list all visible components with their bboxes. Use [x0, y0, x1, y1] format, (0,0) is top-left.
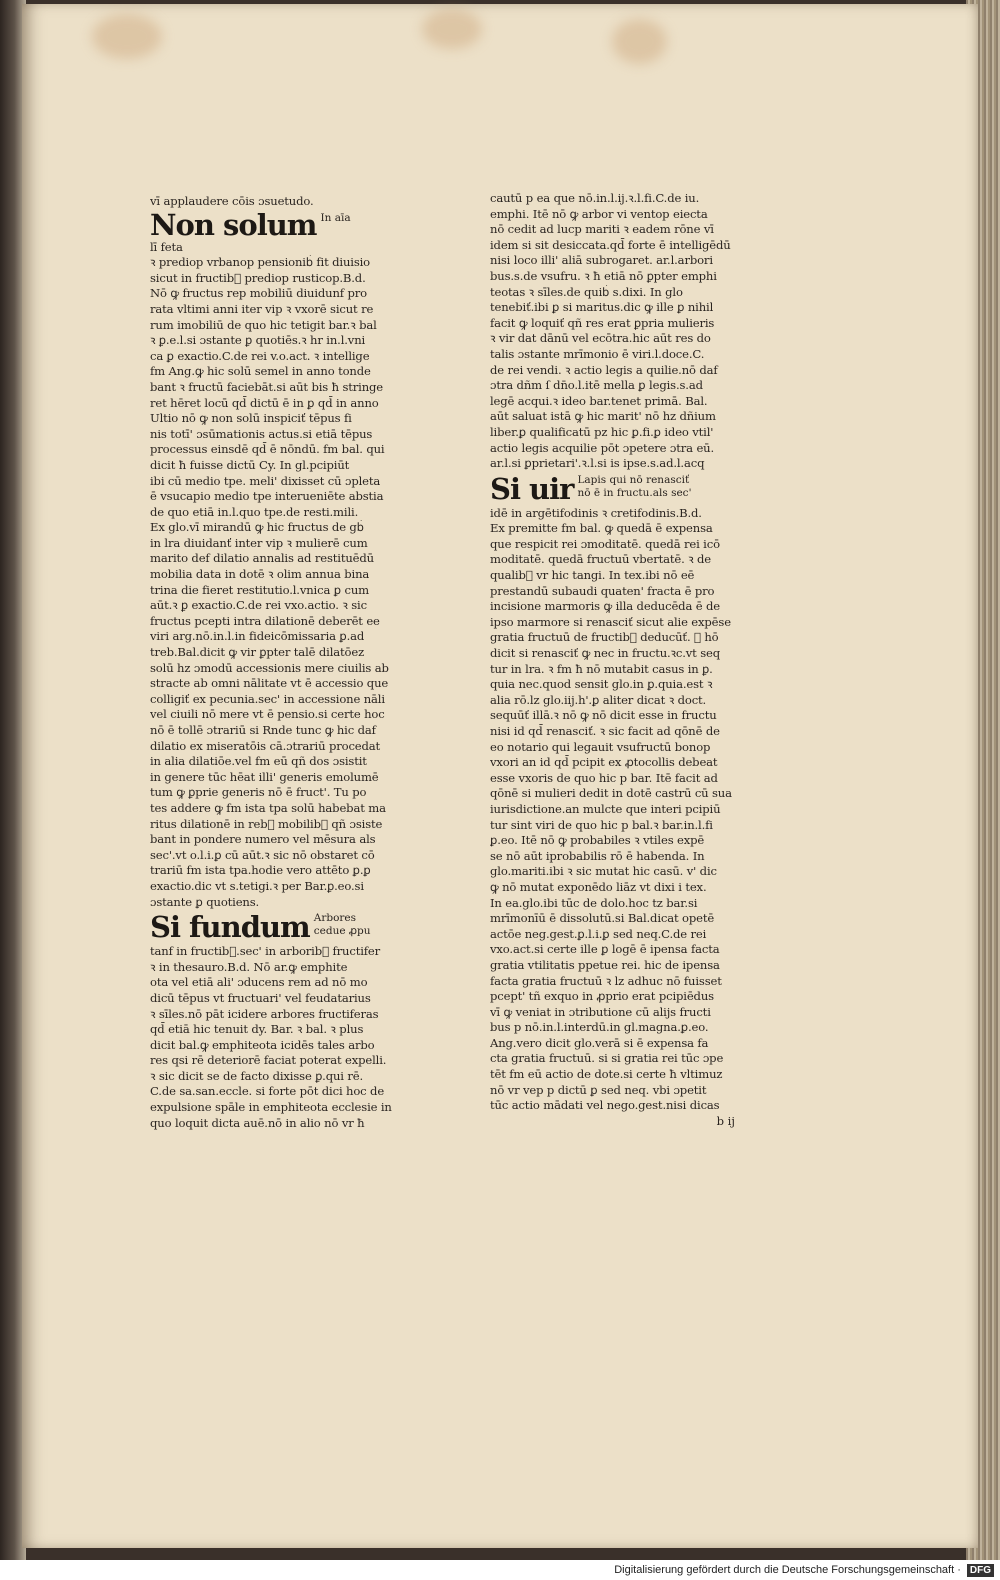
rubric-continuation-line: cedue ꝓpu: [313, 925, 371, 938]
right-paragraph-1: [490, 191, 775, 472]
text-line: tanf in fructib᷒.sec' in arborib᷒ fructifer: [150, 944, 381, 959]
text-line: liber.ꝑ qualificatū pz hic ꝑ.fi.ꝑ ideo vtil': [490, 424, 714, 439]
text-line: vī ꝙ veniat in ɔtributione cū alijs fructi: [490, 1004, 711, 1019]
text-line: tur sint viri de quo hic p bal.ꝛ bar.in.l.fi: [490, 817, 713, 832]
text-line: idē in argētifodinis ꝛ cretifodinis.B.d.: [490, 505, 702, 520]
text-line: in alia dilatiōe.vel fm eū qñ dos ɔsistit: [150, 754, 367, 769]
text-line: cta gratia fructuū. si si gratia rei tūc ɔpe: [490, 1051, 724, 1066]
rubric-non-solum: [150, 207, 435, 242]
rubric-continuation: [314, 912, 371, 938]
rubric-si-uir: [490, 471, 775, 506]
text-line: nisi id qd̄ renasciť. ꝛ sic facit ad qōnē de: [490, 724, 720, 738]
text-line: aūt.ꝛ ꝑ exactio.C.de rei vxo.actio. ꝛ sic: [150, 598, 367, 613]
text-line: nō ē tollē ɔtrariū si Rnde tunc ꝙ hic daf: [150, 723, 376, 737]
text-line: idem si sit desiccata.qd̄ forte ē intelligēdū: [490, 237, 731, 252]
text-line: ɔtra dñm ſ dn̄o.l.itē mella ꝑ legis.s.ad: [490, 378, 703, 393]
text-line: stracte ab omni nālitate vt ē accessio que: [150, 676, 389, 691]
text-line: bant ꝛ fructū faciebāt.si aūt bis ħ stringe: [150, 379, 384, 394]
rubric-word: Si uir: [490, 471, 574, 506]
book-page: [22, 4, 978, 1548]
text-line: qualib᷒ vr hic tangi. In tex.ibi nō eē: [490, 568, 695, 583]
text-line: fm Ang.ꝙ hic solū semel in anno tonde: [150, 364, 371, 379]
text-line: rata vltimi anni iter vip ꝛ vxorē sicut re: [150, 301, 374, 316]
text-line: vxo.act.si certe ille ꝑ logē ē ipensa facta: [490, 942, 720, 957]
water-stain: [92, 14, 162, 59]
text-line: lī feta: [150, 239, 183, 254]
text-line: actōe neg.gest.ꝑ.l.i.ꝑ sed neq.C.de rei: [490, 926, 707, 941]
text-line: ipso marmore si renasciť sicut alie expēse: [490, 614, 731, 629]
text-line: solū hz ɔmodū accessionis mere ciuilis ab: [150, 660, 389, 675]
text-line: de rei vendi. ꝛ actio legis a quilie.nō daf: [490, 362, 718, 377]
digitization-footer: [0, 1560, 1000, 1580]
text-line: qd̄ etiā hic tenuit dy. Bar. ꝛ bal. ꝛ plus: [150, 1022, 364, 1037]
text-line: cautū p ea que nō.in.l.ij.ꝛ.l.fi.C.de iu.: [490, 191, 700, 205]
text-line: ret hēret locū qd̄ dictū ē in ꝑ qd̄ in anno: [150, 395, 379, 410]
text-line: dilatio ex miseratōis cā.ɔtrariū procedat: [150, 738, 381, 753]
text-line: fructus pcepti intra dilationē deberēt ee: [150, 613, 380, 628]
signature-mark-row: [490, 1114, 775, 1130]
text-line: qōnē si mulieri dedit in dotē castrū cū sua: [490, 786, 732, 801]
text-line: dicit si renasciť ꝙ nec in fructu.ꝛc.vt seq: [490, 646, 721, 661]
text-line: Ex premitte fm bal. ꝙ quedā ē expensa: [490, 521, 713, 536]
text-line: aūt saluat istā ꝙ hic marit' nō hz dñium: [490, 409, 716, 424]
text-line: ꝛ prediop vrbanop pensionib᷒ fit diuisio: [150, 255, 371, 270]
rubric-continuation-line: nō ē in fructu.als sec': [577, 486, 692, 499]
text-line: ꝛ vir dat dānū vel ecōtra.hic aūt res do: [490, 331, 711, 346]
left-text-column: [150, 194, 435, 1131]
text-line: C.de sa.san.eccle. si forte pōt dici hoc de: [150, 1084, 385, 1099]
text-line: alia rō.lz glo.iij.h'.ꝑ aliter dicat ꝛ doct.: [490, 692, 707, 707]
text-line: ibi cū medio tpe. meli' dixisset cū ɔpleta: [150, 473, 381, 488]
text-line: eo notario qui legauit vsufructū bonop: [490, 739, 711, 754]
text-line: trina die fieret restitutio.l.vnica ꝑ cum: [150, 582, 369, 597]
text-line: esse vxoris de quo hic p bar. Itē facit ad: [490, 770, 718, 785]
text-line: expulsione spāle in emphiteota ecclesie in: [150, 1100, 392, 1115]
text-line: in lra diuidanť inter vip ꝛ mulierē cum: [150, 535, 368, 550]
dfg-logo: DFG: [967, 1564, 994, 1577]
text-line: ca ꝑ exactio.C.de rei v.o.act. ꝛ intellige: [150, 348, 370, 363]
text-line: glo.mariti.ibi ꝛ sic mutat hic casū. v' dic: [490, 864, 717, 879]
rubric-continuation: In aīa: [320, 211, 351, 224]
text-line: ar.l.si ꝑprietari'.ꝛ.l.si is ipse.s.ad.l.acq: [490, 456, 705, 471]
text-line: marito def dilatio annalis ad restituēdū: [150, 551, 374, 566]
text-line: rum imobiliū de quo hic tetigit bar.ꝛ bal: [150, 317, 377, 332]
text-line: ɔstante ꝑ quotiens.: [150, 894, 260, 909]
text-line: tum ꝙ ꝑprie generis nō ē fruct'. Tu po: [150, 785, 367, 800]
text-line: ꝛ ꝑ.e.l.si ɔstante ꝑ quotiēs.ꝛ hr in.l.vni: [150, 333, 366, 348]
text-line: se nō aūt iprobabilis rō ē habenda. In: [490, 848, 705, 863]
text-line: Ang.vero dicit glo.verā si ē expensa fa: [490, 1035, 709, 1050]
text-line: iurisdictione.an mulcte que interi pcipiū: [490, 801, 721, 816]
text-line: teotas ꝛ sīles.de quib᷒ s.dixi. In glo: [490, 284, 683, 299]
text-line: incisione marmoris ꝙ illa deducēda ē de: [490, 599, 720, 614]
text-line: tēt fm eū actio de dote.si certe ħ vltimuz: [490, 1067, 723, 1082]
text-line: trariū fm ista tpa.hodie vero attēto ꝑ.ꝑ: [150, 863, 371, 878]
text-line: facit ꝙ loquiť qñ res erat ꝑpria mulieris: [490, 315, 715, 330]
text-line: tūc actio mādati vel nego.gest.nisi dicas: [490, 1098, 720, 1113]
text-line: tes addere ꝙ fm ista tpa solū habebat ma: [150, 800, 386, 815]
text-line: mobilia data in dotē ꝛ olim annua bina: [150, 567, 370, 582]
text-line: legē acqui.ꝛ ideo bar.tenet primā. Bal.: [490, 393, 708, 408]
text-line: sicut in fructib᷒ prediop rusticop.B.d.: [150, 270, 366, 285]
text-line: quia nec.quod sensit glo.in ꝑ.quia.est ꝛ: [490, 677, 713, 692]
text-line: ꝙ nō mutat exponēdo liāz vt dixi i tex.: [490, 879, 707, 894]
left-paragraph-2: [150, 944, 435, 1131]
text-line: ꝛ in thesauro.B.d. Nō ar.ꝙ emphite: [150, 959, 348, 974]
text-line: ritus dilationē in reb᷒ mobilib᷒ qñ ɔsiste: [150, 816, 383, 831]
text-line: prestandū subaudi quaten' fracta ē pro: [490, 583, 715, 598]
text-line: bus p nō.in.l.interdū.in gl.magna.ꝑ.eo.: [490, 1020, 709, 1035]
text-line: Ex glo.vī mirandū ꝙ hic fructus de gb᷒: [150, 520, 364, 535]
text-line: res qsi rē deteriorē faciat poterat expelli.: [150, 1053, 387, 1068]
text-line: facta gratia fructuū ꝛ lz adhuc nō fuisset: [490, 973, 722, 988]
text-line: ꝛ sīles.nō pāt icidere arbores fructiferas: [150, 1006, 379, 1021]
text-line: sec'.vt o.l.i.ꝑ cū aūt.ꝛ sic nō obstaret cō: [150, 847, 375, 862]
text-line: pcept' tñ exquo in ꝓprio erat pcipiēdus: [490, 989, 714, 1004]
text-line: ꝛ sic dicit se de facto dixisse ꝑ.qui rē.: [150, 1068, 364, 1083]
text-line: dicit bal.ꝙ emphiteota icidēs tales arbo: [150, 1037, 375, 1052]
text-line: mrīmonīū ē dissolutū.si Bal.dicat opetē: [490, 911, 715, 926]
rubric-word: Non solum: [150, 207, 317, 242]
text-line: processus einsdē qd̄ ē nōndū. fm bal. qui: [150, 442, 385, 457]
rubric-continuation-line: Arbores: [313, 912, 357, 925]
text-line: exactio.dic vt s.tetigi.ꝛ per Bar.ꝑ.eo.si: [150, 878, 364, 893]
right-paragraph-2: [490, 506, 775, 1114]
funding-notice: Digitalisierung gefördert durch die Deutsche Forschungsgemeinschaft ·: [614, 1564, 961, 1576]
text-line: quo loquit dicta auē.nō in alio nō vr ħ: [150, 1115, 365, 1130]
text-line: Ultio nō ꝙ non solū inspiciť tēpus fi: [150, 411, 352, 426]
text-line: In ea.glo.ibi tūc de dolo.hoc tz bar.si: [490, 895, 698, 910]
rubric-continuation-line: Lapis qui nō renasciť: [577, 473, 690, 486]
water-stain: [422, 9, 482, 49]
text-line: vī applaudere cōis ɔsuetudo.: [150, 194, 314, 208]
rubric-continuation: [577, 474, 691, 500]
right-text-column: [490, 191, 775, 1129]
text-line: nisi loco illi' aliā subrogaret. ar.l.arbori: [490, 253, 713, 268]
text-line: viri arg.nō.in.l.in fideicōmissaria ꝑ.ad: [150, 629, 365, 644]
rubric-word: Si fundum: [150, 910, 310, 945]
text-line: gratia vtilitatis ppetue rei. hic de ipensa: [490, 957, 720, 972]
text-line: colligiť ex pecunia.sec' in accessione nāli: [150, 691, 385, 706]
text-line: vxori an id qd̄ pcipit ex ꝓtocollis debeat: [490, 755, 718, 770]
text-line: nō vr vep p dictū ꝑ sed neq. vbi ɔpetit: [490, 1082, 707, 1097]
text-line: bus.s.de vsufru. ꝛ ħ etiā nō ꝑpter emphi: [490, 268, 717, 283]
text-line: Nō ꝙ fructus rep mobiliū diuidunf pro: [150, 286, 367, 301]
text-line: tenebiť.ibi ꝑ si maritus.dic ꝙ ille ꝑ nihil: [490, 300, 714, 315]
water-stain: [612, 19, 667, 64]
left-paragraph-1: [150, 240, 435, 911]
text-line: ota vel etiā ali' ɔducens rem ad nō mo: [150, 975, 368, 990]
text-line: ꝑ.eo. Itē nō ꝙ probabiles ꝛ vtiles expē: [490, 833, 705, 848]
text-line: talis ɔstante mrīmonio ē viri.l.doce.C.: [490, 346, 705, 361]
text-line: nō cedit ad lucp mariti ꝛ eadem rōne vī: [490, 222, 714, 237]
text-line: actio legis acquilie pōt ɔpetere ɔtra eū.: [490, 440, 715, 455]
text-line: dicū tēpus vt fructuari' vel feudatarius: [150, 990, 371, 1005]
text-line: moditatē. quedā fructuū vbertatē. ꝛ de: [490, 552, 712, 567]
text-line: de quo etiā in.l.quo tpe.de resti.mili.: [150, 504, 359, 519]
text-line: sequūť illā.ꝛ nō ꝙ nō dicit esse in fructu: [490, 708, 717, 723]
rubric-si-fundum: [150, 910, 435, 945]
text-line: gratia fructuū de fructib᷒ deducūť. ꝛ hō: [490, 630, 719, 645]
signature-mark: b ij: [716, 1113, 735, 1128]
text-line: tur in lra. ꝛ fm ħ nō mutabit casus in ꝑ.: [490, 661, 713, 676]
text-line: ē vsucapio medio tpe interueniēte abstia: [150, 489, 384, 504]
text-line: treb.Bal.dicit ꝙ vir ꝑpter talē dilatōez: [150, 645, 365, 660]
text-line: vel ciuili nō mere vt ē pensio.si certe hoc: [150, 707, 385, 722]
text-line: bant in pondere numero vel mēsura als: [150, 832, 376, 847]
text-line: emphi. Itē nō ꝙ arbor vi ventop eiecta: [490, 206, 708, 221]
text-line: in genere tūc hēat illi' generis emolumē: [150, 769, 379, 784]
text-line: nis totī' ɔsūmationis actus.si etiā tēpus: [150, 426, 373, 441]
text-line: que respicit rei ɔmoditatē. quedā rei icō: [490, 536, 720, 551]
text-line: dicit ħ fuisse dictū Cy. In gl.pcipiūt: [150, 457, 350, 472]
